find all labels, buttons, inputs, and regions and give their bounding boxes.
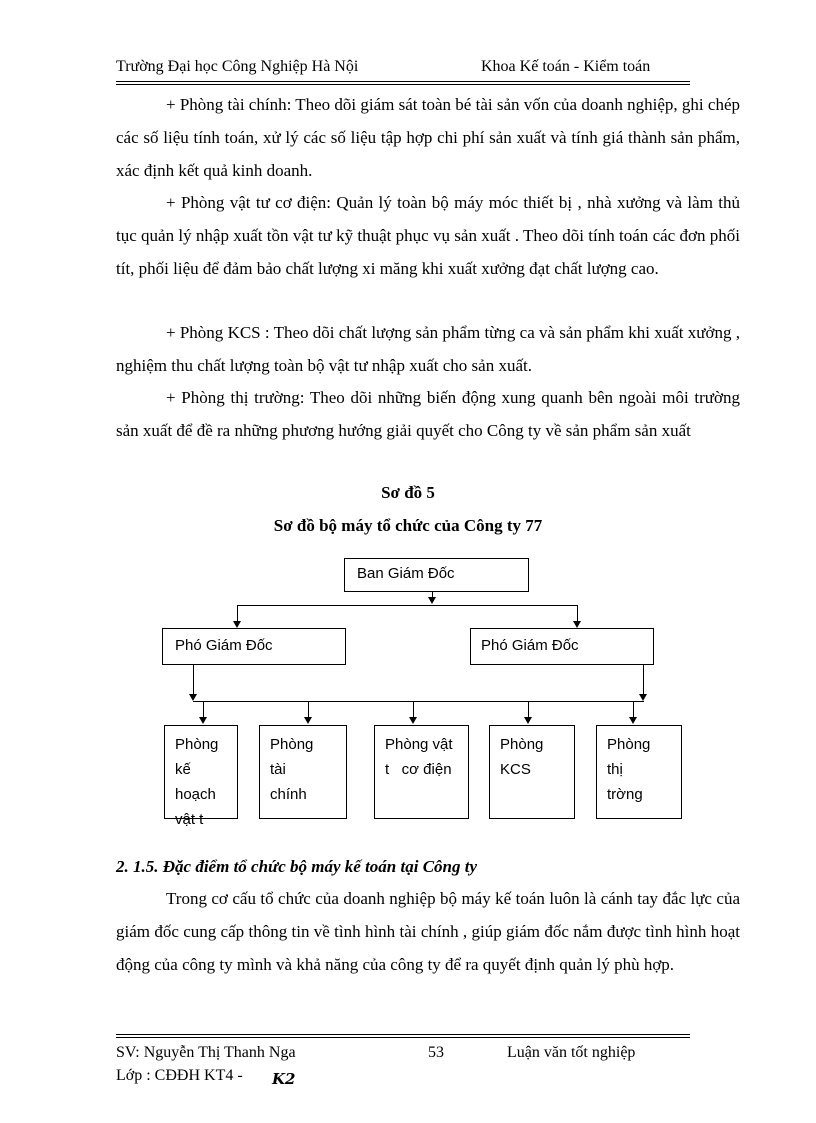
dept-planning-label: vật t [175,811,204,828]
dept-finance-label: tài [270,761,286,778]
connector [193,701,644,702]
dept-planning-label: hoạch [175,786,216,803]
footer-class: Lớp : CĐĐH KT4 - [116,1067,243,1084]
diagram-title: Sơ đồ bộ máy tổ chức của Công ty 77 [273,516,543,535]
arrow-down-icon [428,597,436,604]
dept-finance-box [259,725,347,819]
footer-page-number: 53 [428,1044,444,1061]
arrow-down-icon [573,621,581,628]
deputy-director-left-box [162,628,346,665]
header-rule [116,81,690,82]
dept-kcs-label: KCS [500,761,531,778]
header-faculty: Khoa Kế toán - Kiểm toán [481,58,651,75]
deputy-director-right-label: Phó Giám Đốc [481,637,579,654]
footer-student: SV: Nguyễn Thị Thanh Nga [116,1044,296,1061]
footer-rule [116,1037,690,1038]
connector [237,605,578,606]
footer-rule [116,1034,690,1035]
arrow-down-icon [189,694,197,701]
arrow-down-icon [233,621,241,628]
dept-finance-label: Phòng [270,736,314,753]
arrow-down-icon [629,717,637,724]
dept-planning-label: kế [175,761,191,778]
dept-materials-box [374,725,469,819]
arrow-down-icon [304,717,312,724]
board-of-directors-label: Ban Giám Đốc [357,565,455,582]
dept-planning-label: Phòng [175,736,219,753]
dept-materials-label: t cơ điện [385,761,452,778]
paragraph-market: + Phòng thị trường: Theo dõi những biến động xung quanh bên ngoài môi trường sản xuất để đề ra những phương hướng giải quyết cho Công ty về sản phẩm sản xuất [116,388,740,440]
arrow-down-icon [639,694,647,701]
footer-thesis: Luận văn tốt nghiệp [507,1044,636,1061]
deputy-director-left-label: Phó Giám Đốc [175,637,273,654]
dept-kcs-box [489,725,575,819]
dept-market-label: thị [607,761,623,778]
dept-market-label: Phòng [607,736,651,753]
header-rule [116,84,690,85]
paragraph-materials: + Phòng vật tư cơ điện: Quản lý toàn bộ máy móc thiết bị , nhà xưởng và làm thủ tục quản lý nhập xuất tồn vật tư kỹ thuật phục vụ sản xuất . Theo dõi tính toán các đơn phối tít, phối liệu để đảm bảo chất lượng xi măng khi xuất xưởng đạt chất lượng cao. [116,193,740,278]
deputy-director-right-box [470,628,654,665]
section-heading: 2. 1.5. Đặc điểm tổ chức bộ máy kế toán tại Công ty [116,857,478,876]
dept-market-label: trờng [607,786,643,803]
dept-finance-label: chính [270,786,307,803]
diagram-label: Sơ đồ 5 [381,483,435,502]
section-body: Trong cơ cấu tổ chức của doanh nghiệp bộ máy kế toán luôn là cánh tay đắc lực của giám đốc cung cấp thông tin về tình hình tài chính , giúp giám đốc nắm được tình hình hoạt động của công ty mình và khả năng của công ty để ra quyết định quản lý phù hợp. [116,889,740,974]
arrow-down-icon [524,717,532,724]
dept-planning-box [164,725,238,828]
paragraph-finance: + Phòng tài chính: Theo dõi giám sát toàn bé tài sản vốn của doanh nghiệp, ghi chép các số liệu tính toán, xử lý các số liệu tập hợp chi phí sản xuất và tính giá thành sản phẩm, xác định kết quả kinh doanh. [116,95,740,180]
paragraph-kcs: + Phòng KCS : Theo dõi chất lượng sản phẩm từng ca và sản phẩm khi xuất xưởng , nghiệm thu chất lượng toàn bộ vật tư nhập xuất cho sản xuất. [116,323,740,375]
board-of-directors-box [344,558,529,592]
dept-market-box [596,725,682,819]
header-school: Trường Đại học Công Nghiệp Hà Nội [116,58,359,75]
dept-materials-label: Phòng vật [385,736,453,753]
dept-kcs-label: Phòng [500,736,544,753]
footer-signature-mark: K2 [272,1070,296,1088]
arrow-down-icon [409,717,417,724]
arrow-down-icon [199,717,207,724]
